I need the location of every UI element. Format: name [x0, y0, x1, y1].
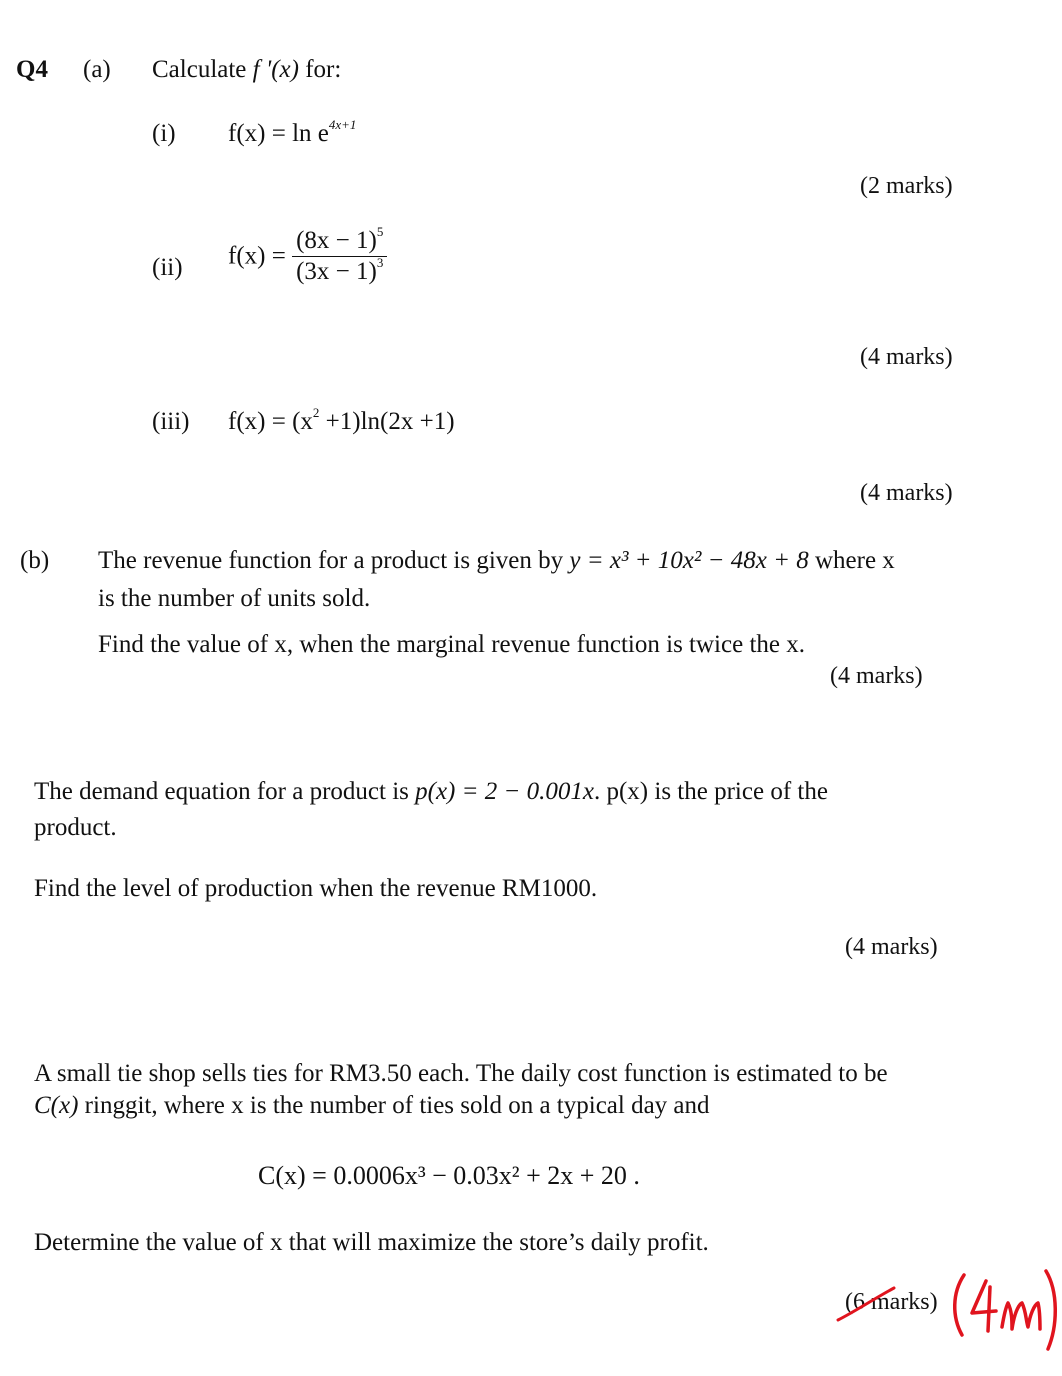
tie-marks: (6 marks): [845, 1289, 938, 1315]
strike-annotation: [836, 1282, 896, 1332]
part-a-instruction: Calculate f '(x) for:: [152, 56, 342, 83]
question-number: Q4: [16, 56, 48, 83]
item-ii-equation: f(x) = $\frac{(8x - 1)^5}{(3x - 1)^3}$: [228, 226, 387, 287]
item-i-marks: (2 marks): [860, 173, 953, 199]
item-ii-fraction: $\frac{(8x - 1)^5}{(3x - 1)^3}$: [292, 226, 387, 287]
item-i-label: (i): [152, 120, 176, 147]
demand-marks: (4 marks): [845, 934, 938, 960]
item-ii-label: (ii): [152, 254, 183, 281]
part-b-label: (b): [20, 547, 50, 574]
item-iii-marks: (4 marks): [860, 480, 953, 506]
demand-line3: Find the level of production when the revenue RM1000.: [34, 875, 598, 902]
item-i-equation: $f(x) = \ln e^{4x+1}$: [228, 117, 357, 147]
part-b-marks: (4 marks): [830, 663, 923, 689]
tie-line3: Determine the value of x that will maximize the store’s daily profit.: [34, 1229, 709, 1256]
part-b-line2: is the number of units sold.: [98, 585, 371, 612]
demand-line2: product.: [34, 814, 117, 841]
demand-line1: The demand equation for a product is p(x) = 2 − 0.001x. p(x) is the price of the: [34, 778, 828, 805]
item-ii-marks: (4 marks): [860, 344, 953, 370]
tie-cost-equation: C(x) = 0.0006x³ − 0.03x² + 2x + 20 .: [258, 1161, 640, 1190]
item-iii-label: (iii): [152, 408, 190, 435]
part-a-label: (a): [83, 56, 111, 83]
item-iii-equation: $f(x) = (x^2 +1)\ln(2x +1)$: [228, 405, 455, 435]
part-b-line3: Find the value of x, when the marginal revenue function is twice the x.: [98, 631, 805, 658]
handwritten-4m-annotation: [950, 1265, 1060, 1355]
tie-line2: C(x) ringgit, where x is the number of ties sold on a typical day and: [34, 1092, 710, 1119]
part-b-line1: The revenue function for a product is given by y = x³ + 10x² − 48x + 8 where x: [98, 547, 895, 574]
tie-line1: A small tie shop sells ties for RM3.50 each. The daily cost function is estimated to be: [34, 1060, 888, 1087]
